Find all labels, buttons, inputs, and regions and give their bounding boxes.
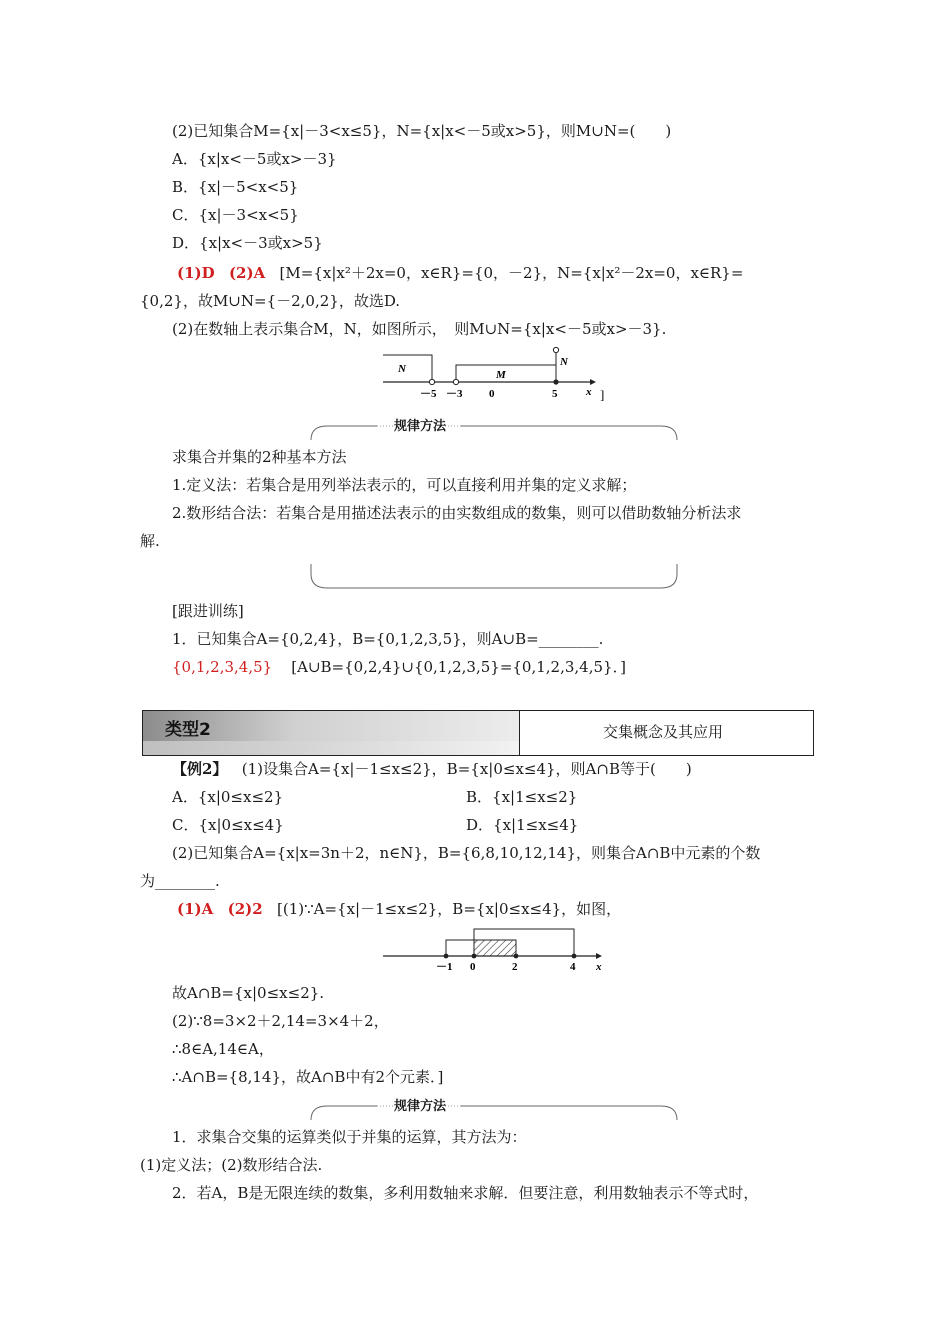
- example-2-solution-5: ∴A∩B={8,14}，故A∩B中有2个元素．]: [172, 1068, 444, 1086]
- practice-solution: [A∪B={0,2,4}∪{0,1,2,3,5}={0,1,2,3,4,5}．]: [291, 658, 626, 676]
- example-2-question-2-cont: 为________.: [140, 872, 220, 890]
- example-2-question-2: (2)已知集合A={x|x=3n＋2，n∈N}，B={6,8,10,12,14}，则集合A∩B中元素的个数: [172, 844, 761, 862]
- option-d: D．{x|x<－3或x>5}: [172, 234, 323, 252]
- set-label-n-right: N: [560, 356, 568, 368]
- solution-1-cont: {0,2}，故M∪N={－2,0,2}，故选D.: [140, 292, 401, 310]
- tick-label-n5: －5: [420, 388, 437, 400]
- example-2-solution-4: ∴8∈A,14∈A，: [172, 1040, 274, 1058]
- set-label-m: M: [496, 369, 506, 381]
- method-title-1: 求集合并集的2种基本方法: [172, 448, 347, 466]
- method-item-1: 1.定义法：若集合是用列举法表示的，可以直接利用并集的定义求解；: [172, 476, 637, 494]
- method-item-2: 2.数形结合法：若集合是用描述法表示的由实数组成的数集，则可以借助数轴分析法求: [172, 504, 742, 522]
- example-2-solution-3: (2)∵8=3×2＋2,14=3×4＋2，: [172, 1012, 389, 1030]
- number-line-intersection: [380, 924, 610, 974]
- practice-question: 1．已知集合A={0,2,4}，B={0,1,2,3,5}，则A∪B=________.: [172, 630, 604, 648]
- example-2-answer-line: [177, 898, 621, 920]
- type-2-header: [142, 710, 814, 756]
- method-badge-1: 规律方法: [394, 419, 447, 434]
- practice-answer: {0,1,2,3,4,5}: [172, 658, 273, 676]
- type-2-label: 类型2: [165, 720, 211, 740]
- method-badge-2: 规律方法: [394, 1099, 447, 1114]
- example-2-option-c: C．{x|0≤x≤4}: [172, 816, 284, 834]
- type-2-band-lower: [143, 741, 519, 755]
- practice-answer-line: [172, 656, 626, 678]
- method-2-item-2: 2．若A，B是无限连续的数集，多利用数轴来求解．但要注意，利用数轴表示不等式时，: [172, 1184, 759, 1202]
- tick-label-5: 5: [552, 388, 558, 400]
- example-2-answer-1: (1)A: [177, 900, 214, 918]
- method-2-item-1: 1．求集合交集的运算类似于并集的运算，其方法为：: [172, 1128, 527, 1146]
- point-4: [572, 954, 577, 959]
- tick-label-n3: －3: [446, 388, 463, 400]
- open-point-n3: [453, 379, 458, 384]
- answer-2: (2)A: [228, 264, 266, 282]
- closing-bracket: ]: [600, 387, 605, 402]
- point-n1: [444, 954, 449, 959]
- open-point-n5: [429, 379, 434, 384]
- type-2-divider: [519, 711, 520, 755]
- answer-1: (1)D: [177, 264, 215, 282]
- solution-1: [M={x|x²＋2x=0，x∈R}={0，－2}，N={x|x²－2x=0，x∈R}=: [279, 264, 744, 282]
- method-item-2-cont: 解.: [140, 532, 160, 550]
- example-2-solution-2: 故A∩B={x|0≤x≤2}.: [172, 984, 325, 1002]
- type-2-title: 交集概念及其应用: [603, 723, 724, 741]
- point-2: [514, 954, 519, 959]
- number-line-union: [380, 345, 610, 403]
- example-2-question-1: [172, 758, 692, 780]
- intersection-hatch: [474, 940, 516, 956]
- example-2-answer-2: (2)2: [227, 900, 263, 918]
- example-2-tag: 【例2】: [172, 760, 228, 778]
- option-c: C．{x|－3<x<5}: [172, 206, 299, 224]
- method-2-item-1-cont: (1)定义法；(2)数形结合法.: [140, 1156, 323, 1174]
- method-box-2-frame: [305, 1098, 685, 1128]
- tick-label-2: 2: [512, 961, 518, 973]
- open-point-5-top: [553, 347, 558, 352]
- practice-heading: [跟进训练]: [172, 602, 244, 620]
- example-2-solution-1: [(1)∵A={x|－1≤x≤2}，B={x|0≤x≤4}，如图，: [276, 900, 622, 918]
- tick-label-n1: －1: [436, 961, 453, 973]
- set-label-n: N: [398, 363, 406, 375]
- answer-line: [177, 262, 743, 284]
- example-2-option-d: D．{x|1≤x≤4}: [466, 816, 579, 834]
- question-2: (2)已知集合M={x|－3<x≤5}，N={x|x<－5或x>5}，则M∪N=( ): [172, 122, 672, 140]
- tick-label-0: 0: [489, 388, 495, 400]
- point-0: [472, 954, 477, 959]
- axis-label-x: x: [586, 386, 592, 398]
- option-a: A．{x|x<－5或x>－3}: [172, 150, 337, 168]
- option-b: B．{x|－5<x<5}: [172, 178, 299, 196]
- example-2-q1-text: (1)设集合A={x|－1≤x≤2}，B={x|0≤x≤4}，则A∩B等于( ): [241, 760, 692, 778]
- point-5: [553, 379, 558, 384]
- tick-label-4: 4: [570, 961, 576, 973]
- example-2-option-b: B．{x|1≤x≤2}: [466, 788, 578, 806]
- axis-label-x2: x: [596, 961, 602, 973]
- example-2-option-a: A．{x|0≤x≤2}: [172, 788, 284, 806]
- tick-label-0b: 0: [470, 961, 476, 973]
- solution-2: (2)在数轴上表示集合M，N，如图所示， 则M∪N={x|x<－5或x>－3}.: [172, 320, 667, 338]
